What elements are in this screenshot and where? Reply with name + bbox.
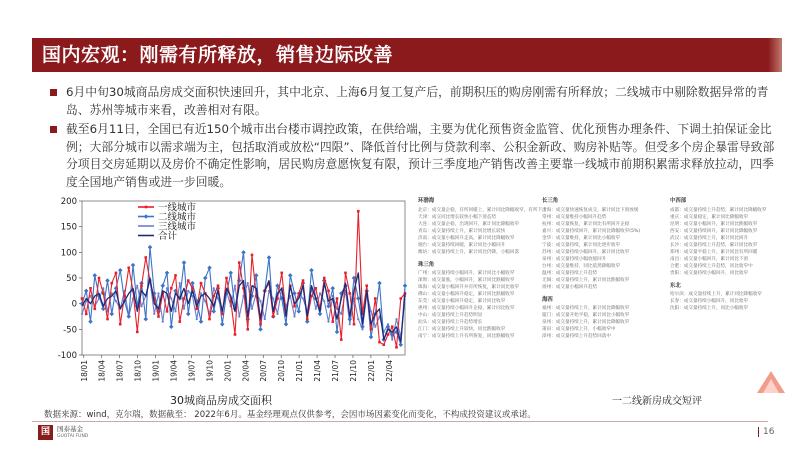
data-point (302, 297, 304, 299)
data-point (228, 271, 233, 276)
data-source-note: 数据来源：wind，克尔瑞，数据截至： 2022年6月。基金经理观点仅供参考，会因市场因素变化而变化，不构成投资建议或承诺。 (44, 410, 536, 420)
data-point (395, 318, 397, 320)
data-point (221, 313, 224, 316)
data-point (378, 341, 381, 344)
data-point (336, 297, 339, 300)
data-point (119, 323, 122, 326)
notes-line: 漳州：成交量持续上升趋势回落中 (542, 334, 611, 339)
notes-line: 莆田：成交量持续上升，小幅收窄中 (542, 327, 616, 332)
data-point (105, 278, 110, 283)
notes-line: 青岛：成交量持续上升，累计同比增长较快 (418, 228, 506, 234)
notes-line: 佛山：成交量小幅回升稳定，累计同比跌幅收窄 (418, 292, 515, 297)
legend-marker (144, 214, 149, 219)
notes-line: 北京：成交量企稳，有所回暖上，累计同比降幅收窄，有所下滑 (418, 207, 547, 213)
data-point (306, 318, 309, 321)
notes-line: 宁波：成交量持续，累计同比逐步收窄 (542, 242, 621, 248)
data-point (89, 287, 92, 290)
data-point (259, 300, 261, 302)
x-tick-label: 18/10 (133, 360, 143, 382)
notes-line: 天津：成交同比增长较快小幅下滑态势 (418, 214, 497, 220)
data-point (370, 328, 373, 331)
data-point (327, 290, 330, 293)
data-point (374, 326, 376, 328)
data-point (211, 309, 216, 314)
data-point (246, 328, 249, 331)
legend-label: 二线城市 (158, 212, 197, 223)
notes-region-title: 东北 (670, 282, 681, 289)
notes-line: 常州：成交量维持小幅回升趋势 (542, 214, 607, 220)
data-point (136, 285, 138, 287)
data-point (131, 263, 136, 268)
data-point (357, 318, 359, 320)
data-point (391, 339, 393, 341)
data-point (331, 320, 334, 323)
data-point (140, 284, 143, 287)
data-point (293, 305, 296, 308)
x-tick-label: 20/01 (223, 360, 233, 382)
notes-column (418, 198, 547, 346)
notes-line: 大连：成交量企稳，出现回升，累计同比降幅收窄 (418, 221, 520, 227)
notes-region-title: 珠三角 (418, 261, 435, 268)
notes-region-block (418, 198, 547, 256)
notes-line: 昆明：成交量小幅回升，累计同比跌幅收窄 (670, 221, 758, 227)
data-point (314, 287, 317, 290)
x-tick-label: 22/01 (366, 360, 376, 382)
x-tick-label: 20/10 (277, 360, 287, 382)
data-point (276, 313, 278, 315)
data-point (220, 322, 225, 327)
footer-divider (32, 421, 768, 422)
slide-title: 国内宏观：刚需有所释放，销售边际改善 (42, 44, 394, 66)
data-point (403, 283, 408, 288)
data-point (109, 312, 114, 317)
sales-line-chart (57, 195, 415, 410)
x-tick-label: 18/04 (97, 360, 107, 382)
data-point (293, 315, 295, 317)
data-point (212, 295, 215, 298)
decorative-arrow-icon (757, 367, 785, 393)
data-point (174, 310, 176, 312)
notes-line: 汕头：成交量持续上升趋势增长 (418, 320, 483, 325)
logo-mark-icon: 国 (38, 425, 53, 440)
notes-line: 潍坊：成交量持续上升，累计同比仍降，小幅回落 (418, 249, 520, 255)
data-point (207, 265, 212, 270)
data-point (123, 295, 126, 298)
notes-line: 广州：成交量持续小幅回升，累计同比小幅收窄 (418, 271, 515, 276)
data-point (174, 274, 177, 277)
data-point (395, 346, 398, 349)
data-point (98, 277, 101, 280)
x-tick-label: 19/07 (187, 360, 197, 382)
data-point (247, 282, 249, 284)
notes-region-block (542, 198, 664, 291)
data-point (136, 331, 139, 334)
x-tick-label: 18/01 (79, 360, 89, 382)
data-point (182, 260, 187, 265)
data-point (203, 276, 208, 281)
data-point (349, 323, 351, 325)
notes-region-title: 中西部 (670, 198, 687, 204)
notes-column (542, 198, 664, 346)
data-point (196, 318, 198, 320)
x-tick-label: 20/07 (259, 360, 269, 382)
x-tick-label: 21/07 (331, 360, 341, 382)
page-number: 16 (758, 427, 774, 437)
data-point (323, 300, 325, 302)
notes-line: 贵阳：成交量持续小幅回升，同比收窄 (670, 270, 749, 276)
data-point (258, 327, 263, 332)
data-point (387, 333, 390, 336)
notes-line: 烟台：成交量持续回暖，累计同比小幅回升 (418, 242, 506, 248)
legend-label: 一线城市 (158, 202, 197, 214)
data-point (166, 310, 169, 313)
data-point (309, 268, 314, 273)
notes-line: 中山：成交量持续上升趋势明显 (418, 313, 483, 318)
notes-line: 重庆：成交量稳定，累计同比降幅收窄 (670, 214, 749, 220)
notes-line: 长沙：成交量持续上升趋势，累计同比收窄 (670, 242, 758, 248)
data-point (179, 282, 181, 284)
notes-region-block (670, 198, 780, 277)
notes-region-title: 海西 (542, 296, 553, 303)
notes-line: 杭州：成交量恢复，累计同比有所回升企稳 (542, 221, 630, 227)
x-tick-label: 19/01 (151, 360, 161, 382)
data-point (84, 289, 89, 294)
data-point (169, 325, 174, 330)
y-tick-label: 200 (60, 197, 77, 207)
chart-caption: 30城商品房成交面积 (170, 394, 272, 407)
notes-line: 合肥：成交量持续上升趋势，同比收窄中 (670, 263, 753, 269)
data-point (178, 320, 181, 323)
notes-region-block (418, 262, 536, 341)
notes-line: 扬州：成交量小幅回升趋势 (542, 284, 598, 290)
legend-label: 三线城市 (158, 221, 197, 233)
data-point (153, 313, 155, 315)
data-point (88, 319, 93, 324)
data-point (353, 323, 356, 326)
data-point (280, 272, 283, 275)
data-point (144, 256, 147, 259)
data-point (170, 287, 173, 290)
notes-line: 无锡：成交量持续上升，累计同比跌幅收窄 (542, 277, 630, 283)
y-tick-label: -100 (57, 351, 77, 361)
x-tick-label: 21/01 (295, 360, 305, 382)
data-point (369, 335, 374, 340)
notes-line: 金华：成交量维持，累计同比小幅收窄 (542, 235, 621, 241)
data-point (81, 313, 83, 315)
notes-line: 泉州：成交量持续上升，累计同比降幅收窄 (542, 320, 630, 325)
data-point (327, 321, 329, 323)
notes-line: 哈尔滨：成交量持续上升，累计同比降幅收窄 (670, 292, 762, 297)
bullet-item: 6月中旬30城商品房成交面积快速回升，其中北京、上海6月复工复产后，前期积压的购房刚需有所释放；二线城市中剔除数据异常的青岛、苏州等城市来看，改善相对有限。 (48, 84, 778, 119)
data-point (213, 287, 215, 289)
notes-line: 江门：成交量持续上升较快，同比跌幅收窄 (418, 327, 506, 332)
data-point (377, 281, 382, 286)
notes-line: 珠海：成交量小幅回升并有所恢复，累计同比收窄 (418, 285, 520, 290)
data-point (217, 284, 220, 287)
data-point (382, 343, 385, 346)
data-point (183, 297, 186, 300)
notes-line: 嘉兴：成交量持续回升，累计同比降幅收窄(5%) (542, 228, 641, 234)
data-point (81, 297, 84, 300)
notes-line: 泉州：成交量持续小幅放缓回升 (542, 256, 607, 262)
data-point (115, 300, 117, 302)
data-point (208, 318, 211, 321)
x-tick-label: 19/04 (169, 360, 179, 382)
notes-region-block (542, 297, 664, 341)
data-point (187, 279, 190, 282)
data-point (110, 282, 113, 285)
notes-line: 温州：成交量持续上升趋势 (542, 270, 598, 276)
data-point (165, 271, 170, 276)
slide-title-bar (32, 38, 768, 72)
notes-region-title: 环渤海 (418, 198, 435, 204)
data-point (399, 297, 402, 300)
data-point (365, 284, 368, 287)
city-notes-panel (418, 198, 778, 390)
legend-marker (145, 206, 148, 209)
data-point (296, 309, 301, 314)
data-point (315, 308, 317, 310)
notes-column (670, 198, 780, 318)
notes-region-title: 长三角 (542, 198, 559, 204)
data-point (199, 319, 204, 324)
data-point (348, 292, 351, 295)
data-point (85, 313, 88, 316)
data-point (162, 321, 164, 323)
data-point (93, 308, 96, 311)
data-point (238, 261, 241, 264)
data-point (200, 292, 202, 294)
data-point (374, 297, 377, 300)
data-point (234, 333, 237, 336)
notes-caption: 一二线新房成交短评 (612, 396, 702, 407)
data-point (118, 268, 123, 273)
notes-line: 长春：成交量持续小幅回升，同比收窄 (670, 299, 749, 304)
chart-svg (57, 195, 415, 395)
data-point (234, 285, 236, 287)
title-accent (768, 38, 782, 72)
notes-line: 福州：成交量持续上升，累计同比降幅收窄 (542, 306, 630, 311)
notes-line: 济南：成交量小幅回升走高，累计同比降幅收窄 (418, 235, 515, 241)
notes-line: 郑州：成交量平稳上升，累计同比有所回暖 (670, 249, 758, 255)
y-tick-label: 100 (60, 248, 77, 259)
data-point (340, 338, 343, 341)
data-point (140, 305, 142, 307)
data-point (398, 342, 403, 347)
notes-line: 台州：成交量维持，同比依然降幅收窄 (542, 263, 621, 269)
notes-region-block (670, 283, 780, 313)
notes-line: 成都：成交量持续上升趋势，累计同比降幅收窄 (670, 207, 767, 213)
data-point (115, 272, 118, 275)
x-tick-label: 21/10 (348, 360, 358, 382)
data-point (335, 330, 340, 335)
data-point (330, 286, 335, 291)
bullet-list (48, 84, 778, 193)
notes-line: 深圳：成交量涨，小幅回升，累计同比跌幅收窄 (418, 278, 515, 283)
notes-line: 厦门：成交量开始平稳，累计同比小幅收窄 (542, 313, 630, 318)
notes-line: 南昌：成交量小幅回升，累计同比下滑 (670, 256, 749, 262)
bullet-item: 截至6月11日，全国已有近150个城市出台楼市调控政策，在供给端，主要为优化预售资金监管、优化预售办理条件、下调土拍保证金比例；大部分城市以需求端为主，包括取消或放松“四限”、降低首付比例与贷款利率、公积金新政、购房补贴等。但受多个房企暴雷导致部分项目交房延期以及房价不确定性影响，居民购房意愿恢复有限，预计三季度地产销售改善主要靠一线城市前期积累需求释放拉动，四季度全国地产销售或进一步回暖。 (48, 121, 778, 191)
data-point (264, 318, 266, 320)
data-point (200, 282, 203, 285)
data-point (251, 308, 253, 310)
x-tick-label: 20/04 (241, 360, 251, 382)
notes-line: 武汉：成交量持续上升，累计同比回升 (670, 235, 749, 241)
data-point (143, 317, 148, 322)
data-point (101, 307, 106, 312)
data-point (195, 308, 198, 311)
data-point (357, 210, 360, 213)
y-tick-label: 50 (66, 274, 77, 284)
data-point (191, 287, 194, 290)
x-tick-label: 19/10 (205, 360, 215, 382)
data-point (288, 273, 293, 278)
data-point (186, 312, 191, 317)
notes-line: 上海：成交量快速恢复成交，累计同比下滑放缓 (542, 207, 639, 213)
data-point (391, 325, 394, 328)
data-point (319, 292, 321, 294)
data-point (241, 250, 246, 255)
x-tick-label: 18/07 (115, 360, 125, 382)
y-tick-label: -50 (63, 325, 77, 336)
logo-en: GUOTAI FUND (57, 433, 89, 439)
data-point (340, 313, 342, 315)
notes-line: 惠州：成交量持续小幅回升企稳，累计同比收窄 (418, 306, 515, 311)
data-point (267, 255, 272, 260)
data-point (225, 277, 228, 280)
notes-line: 西安：成交量持续回升，累计同比降幅收窄 (670, 228, 758, 234)
data-point (106, 318, 109, 321)
x-tick-label: 22/04 (384, 360, 394, 382)
data-point (157, 315, 160, 318)
data-point (344, 272, 347, 275)
x-tick-label: 21/04 (313, 360, 323, 382)
notes-line: 苏州：成交量持续小幅回升，累计同比收窄 (542, 249, 630, 255)
data-point (170, 297, 172, 299)
data-point (323, 277, 326, 280)
data-point (370, 310, 372, 312)
data-point (187, 290, 189, 292)
data-point (259, 323, 262, 326)
company-logo (38, 425, 88, 440)
data-point (148, 245, 153, 250)
data-point (284, 322, 289, 327)
legend-label: 合计 (158, 231, 178, 242)
notes-line: 东莞：成交量小幅回升稳定，累计同比收窄 (418, 299, 506, 304)
data-point (318, 312, 323, 317)
y-tick-label: 150 (60, 222, 77, 233)
data-point (157, 292, 159, 294)
notes-line: 南宁：成交量持续上升有所恢复，同比跌幅收窄 (418, 334, 515, 339)
data-point (238, 315, 240, 317)
data-point (183, 308, 185, 310)
data-point (160, 283, 165, 288)
y-tick-label: 0 (71, 299, 77, 310)
data-point (302, 279, 305, 282)
data-point (102, 292, 105, 295)
data-point (251, 254, 254, 257)
notes-line: 沈阳：成交量持续上升，同比小幅收窄 (670, 306, 749, 311)
data-point (127, 266, 130, 269)
data-point (126, 314, 131, 319)
logo-name: 国泰基金 (57, 424, 83, 433)
data-point (272, 315, 275, 318)
data-point (92, 273, 97, 278)
